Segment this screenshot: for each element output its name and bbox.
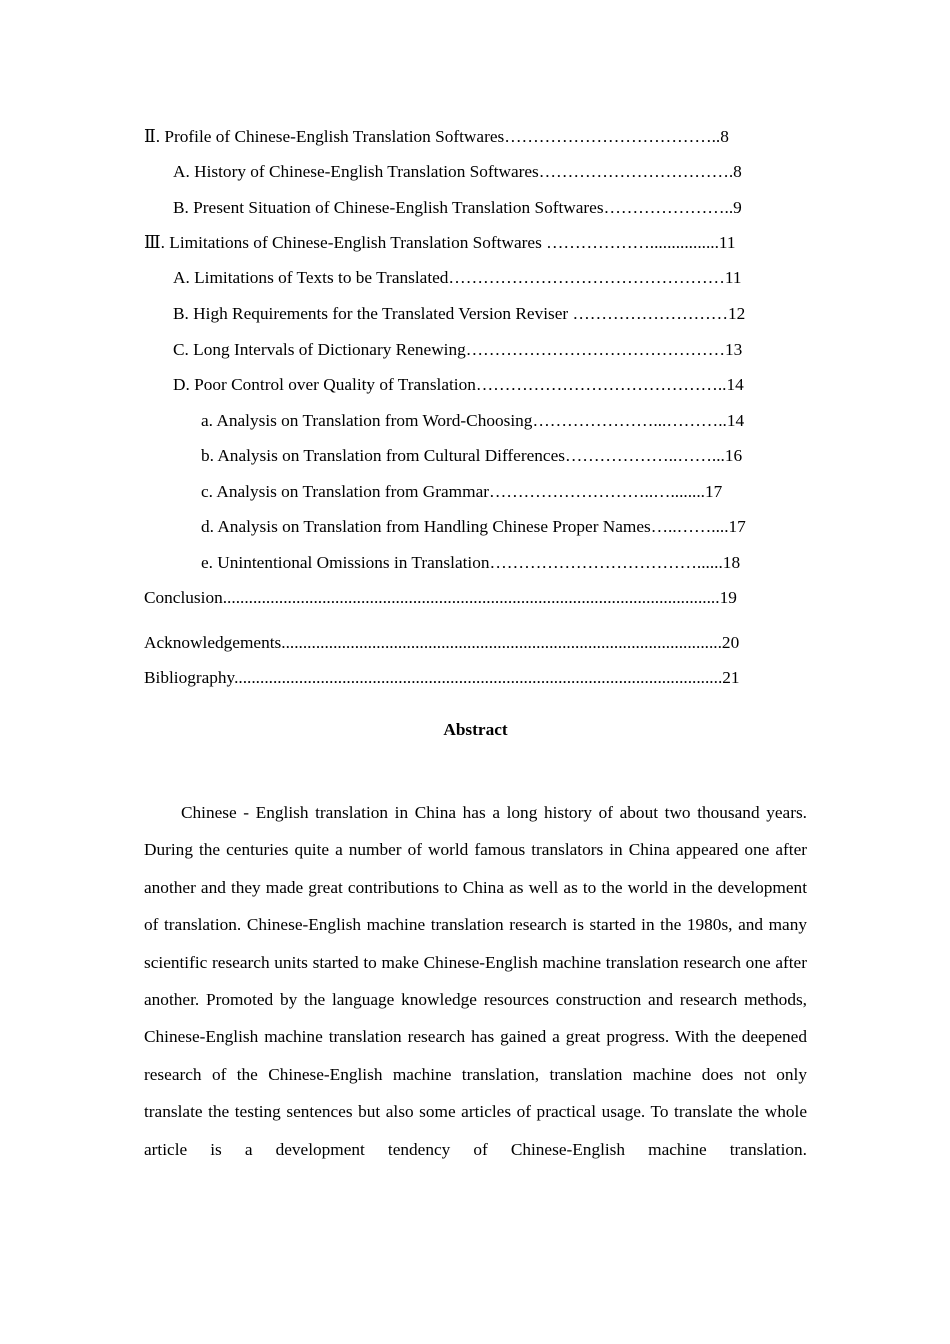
- toc-entry: A. Limitations of Texts to be Translated…………………………………………11: [173, 268, 742, 287]
- toc-entry: C. Long Intervals of Dictionary Renewing………………………………………13: [173, 340, 743, 359]
- toc-entry: Bibliography.................................................................................................................21: [144, 668, 740, 687]
- toc-entry: d. Analysis on Translation from Handling Chinese Proper Names…..……....17: [201, 517, 746, 536]
- toc-entry: B. High Requirements for the Translated Version Reviser ………………………12: [173, 304, 746, 323]
- toc-entry: e. Unintentional Omissions in Translation………………………………......18: [201, 553, 741, 572]
- toc-entry: Ⅱ. Profile of Chinese-English Translation Softwares………………………………..8: [144, 127, 729, 146]
- toc-entry: c. Analysis on Translation from Grammar………………………..…........17: [201, 482, 723, 501]
- toc-entry: B. Present Situation of Chinese-English Translation Softwares…………………..9: [173, 198, 742, 217]
- toc-entry: Conclusion...................................................................................................................19: [144, 588, 737, 607]
- toc-entry: A. History of Chinese-English Translation Softwares…………………………….8: [173, 162, 742, 181]
- document-page: [144, 0, 807, 1344]
- toc-entry: D. Poor Control over Quality of Translation……………………………………..14: [173, 375, 744, 394]
- toc-entry: Acknowledgements......................................................................................................20: [144, 633, 740, 652]
- toc-entry: a. Analysis on Translation from Word-Choosing…………………...………..14: [201, 411, 745, 430]
- toc-entry: Ⅲ. Limitations of Chinese-English Translation Softwares ………………................11: [144, 233, 736, 252]
- abstract-heading: Abstract: [443, 720, 508, 739]
- abstract-paragraph: Chinese - English translation in China has a long history of about two thousand years. During the centuries quite a number of world famous translators in China appeared one after another and they made great contributions to China as well as to the world in the development of translation. Chinese-English machine translation research is started in the 1980s, and many scientific research units started to make Chinese-English machine translation research one after another. Promoted by the language knowledge resources construction and research methods, Chinese-English machine translation research has gained a great progress. With the deepened research of the Chinese-English machine translation, translation machine does not only translate the testing sentences but also some articles of practical usage. To translate the whole article is a development tendency of Chinese-English machine translation.: [144, 803, 807, 1159]
- toc-entry: b. Analysis on Translation from Cultural Differences………………..……...16: [201, 446, 743, 465]
